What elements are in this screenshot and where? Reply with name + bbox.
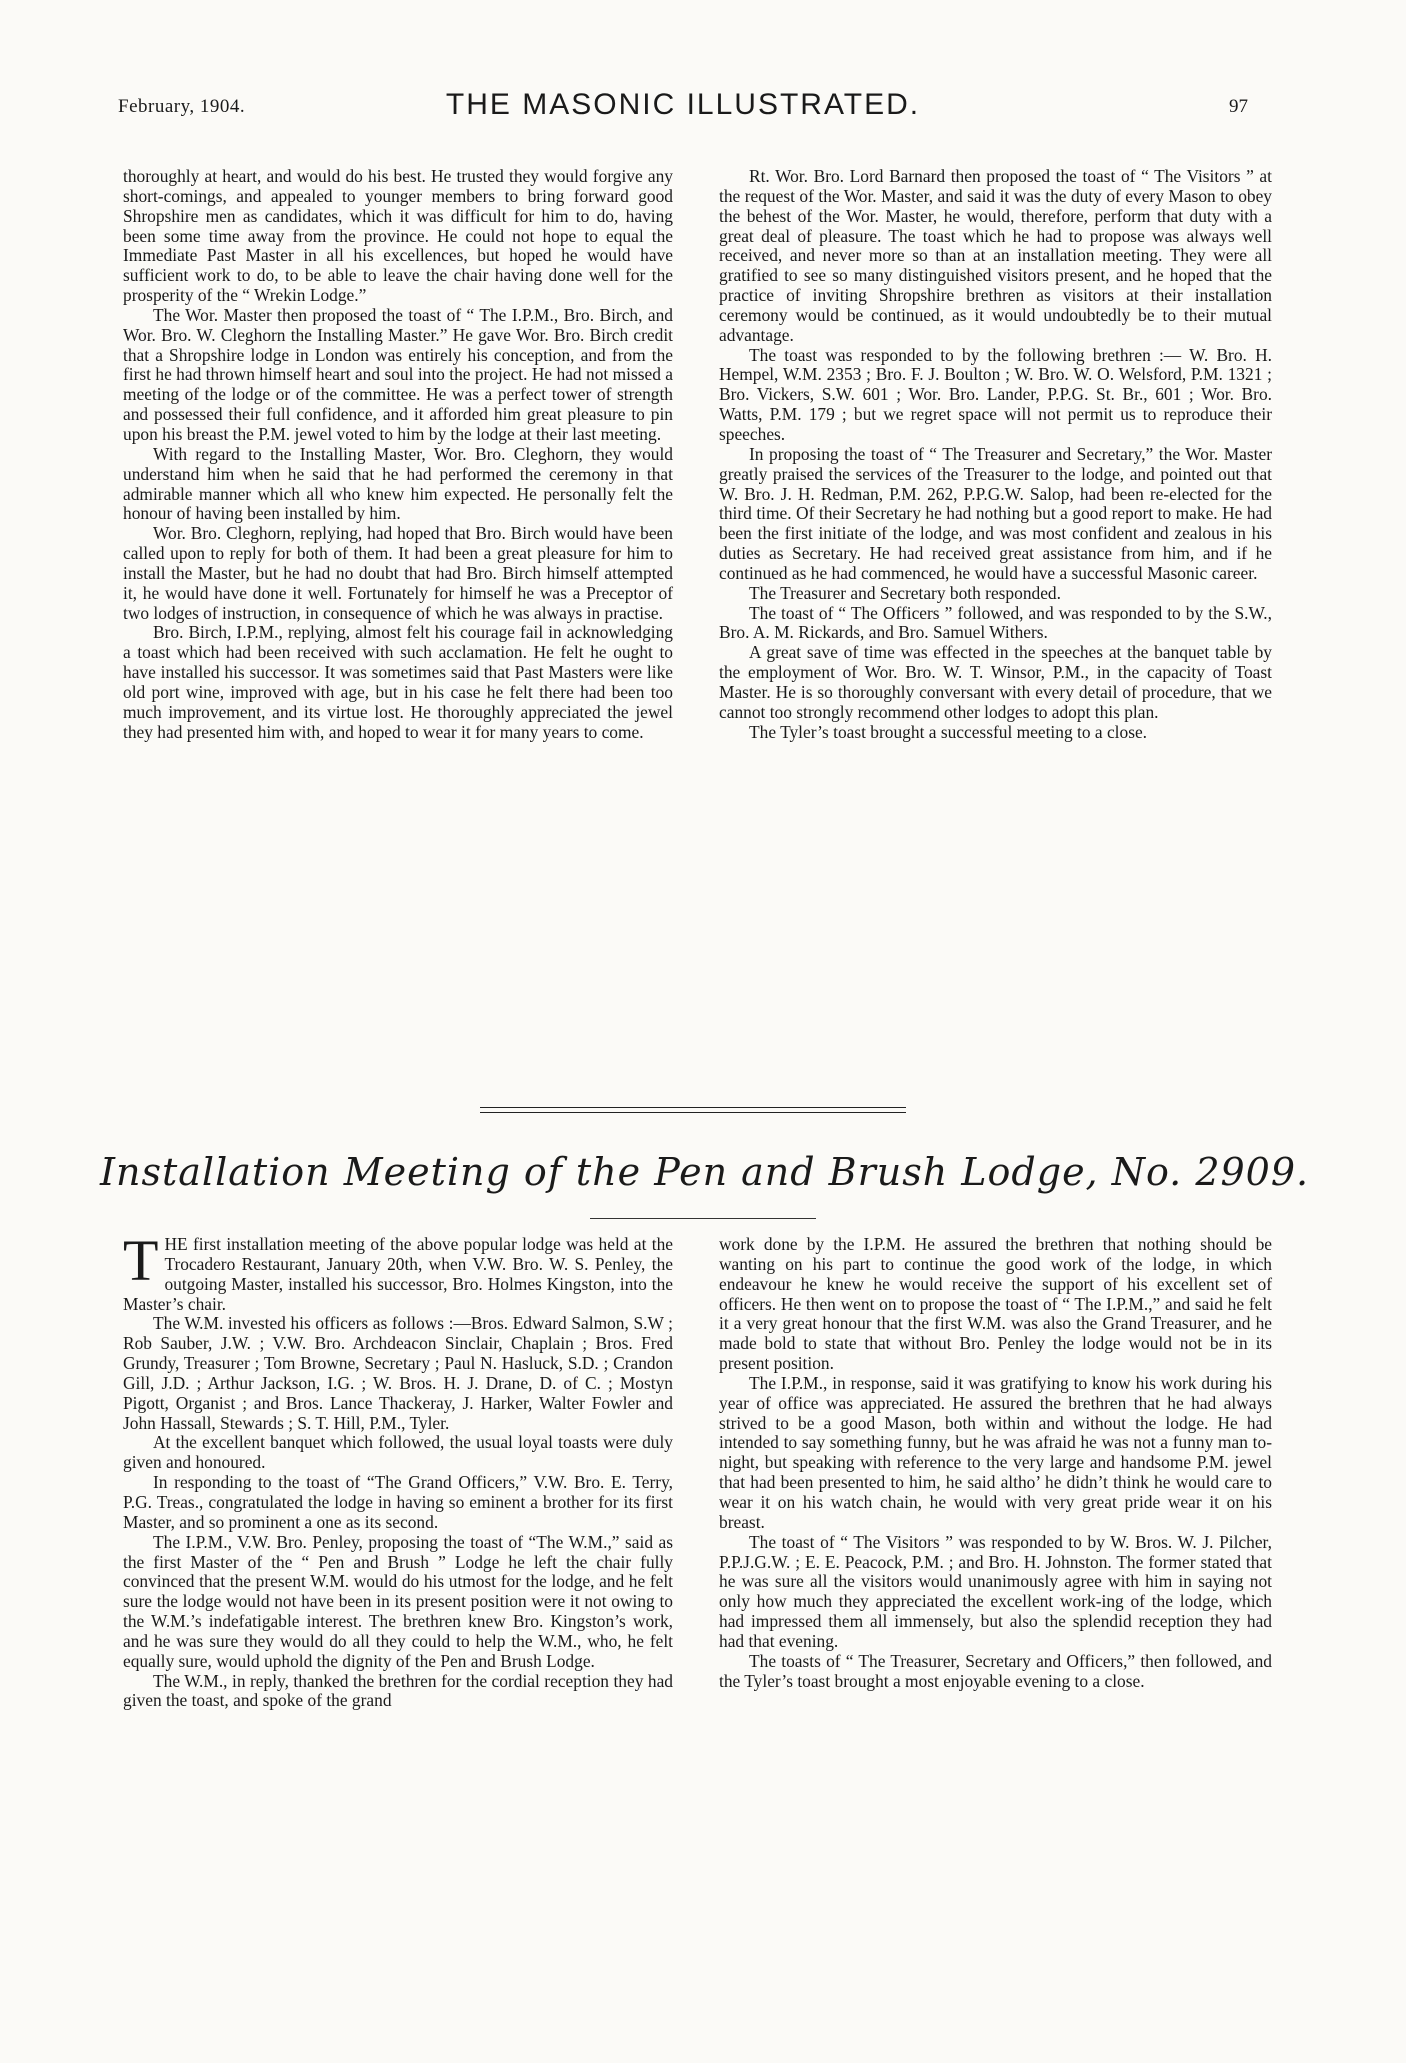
paragraph: thoroughly at heart, and would do his best. He trusted they would forgive any short-comings, and appealed to younger members to bring forward good Shropshire men as candidates, which it was difficult for him to do, having been some time away from the province. He could not hope to equal the Immediate Past Master in all his excellences, but hoped he would have sufficient work to do, to be able to leave the chair having done well for the prosperity of the “ Wrekin Lodge.” [123, 166, 673, 306]
article-heading: Installation Meeting of the Pen and Brush Lodge, No. 2909. [100, 1150, 1310, 1194]
column-top-right [719, 167, 1272, 742]
paragraph: The toasts of “ The Treasurer, Secretary and Officers,” then followed, and the Tyler’s toast brought a most enjoyable evening to a close. [719, 1650, 1272, 1691]
lead-paragraph-text: HE first installation meeting of the above popular lodge was held at the Trocadero Restaurant, January 20th, when V.W. Bro. W. S. Penley, the outgoing Master, installed his successor, Bro. Holmes Kingston, into the Master’s chair. [123, 1234, 673, 1314]
paragraph: Wor. Bro. Cleghorn, replying, had hoped that Bro. Birch would have been called upon to reply for both of them. It had been a great pleasure for him to install the Master, but he had no doubt that had Bro. Birch himself attempted it, he would have done it well. Fortunately for himself he was a Preceptor of two lodges of instruction, in consequence of which he was always in practise. [123, 523, 673, 623]
paragraph: The toast of “ The Officers ” followed, and was responded to by the S.W., Bro. A. M. Rickards, and Bro. Samuel Withers. [719, 602, 1272, 643]
paragraph: The Tyler’s toast brought a successful meeting to a close. [749, 721, 1148, 742]
paragraph: In responding to the toast of “The Grand Officers,” V.W. Bro. E. Terry, P.G. Treas., congratulated the lodge in having so eminent a brother for its first Master, and so prominent a one as its second. [123, 1472, 673, 1532]
paragraph: With regard to the Installing Master, Wor. Bro. Cleghorn, they would understand him when he said that he had performed the ceremony in that admirable manner which all who knew him expected. He personally felt the honour of having been installed by him. [123, 443, 673, 524]
paragraph: The toast was responded to by the following brethren :— W. Bro. H. Hempel, W.M. 2353 ; Bro. F. J. Boulton ; W. Bro. W. O. Welsford, P.M. 1321 ; Bro. Vickers, S.W. 601 ; Wor. Bro. Lander, P.P.G. St. Br., 601 ; Wor. Bro. Watts, P.M. 179 ; but we regret space will not permit us to reproduce their speeches. [719, 344, 1272, 444]
paragraph: The Treasurer and Secretary both responded. [749, 582, 1061, 603]
publication-title: THE MASONIC ILLUSTRATED. [445, 88, 921, 121]
paragraph: Bro. Birch, I.P.M., replying, almost felt his courage fail in acknowledging a toast which had been received with such acclamation. He felt he ought to have installed his successor. It was sometimes said that Past Masters were like old port wine, improved with age, but in his case he felt there had been too much improvement, and its virtue lost. He thoroughly appreciated the jewel they had presented him with, and hoped to wear it for many years to come. [123, 622, 673, 742]
paragraph: The I.P.M., V.W. Bro. Penley, proposing the toast of “The W.M.,” said as the first Master of the “ Pen and Brush ” Lodge he left the chair fully convinced that the present W.M. would do his utmost for the lodge, and he felt sure the lodge would not have been in its present position were it not owing to the W.M.’s indefatigable interest. The brethren knew Bro. Kingston’s work, and he was sure they would do all they could to help the W.M., who, he felt equally sure, would uphold the dignity of the Pen and Brush Lodge. [123, 1531, 673, 1671]
page-number: 97 [1229, 96, 1248, 117]
issue-date: February, 1904. [118, 96, 246, 117]
paragraph: The W.M. invested his officers as follows :—Bros. Edward Salmon, S.W ; Rob Sauber, J.W. ; V.W. Bro. Archdeacon Sinclair, Chaplain ; Bros. Fred Grundy, Treasurer ; Tom Browne, Secretary ; Paul N. Hasluck, S.D. ; Crandon Gill, J.D. ; Arthur Jackson, I.G. ; W. Bros. H. J. Drane, D. of C. ; Mostyn Pigott, Organist ; and Bros. Lance Thackeray, J. Harker, Walter Fowler and John Hassall, Stewards ; S. T. Hill, P.M., Tyler. [123, 1313, 673, 1433]
paragraph: The W.M., in reply, thanked the brethren for the cordial reception they had given the toast, and spoke of the grand [123, 1670, 673, 1711]
article-column-left [123, 1228, 673, 1711]
section-divider [480, 1107, 906, 1113]
heading-underline [590, 1218, 816, 1219]
paragraph: A great save of time was effected in the speeches at the banquet table by the employment of Wor. Bro. W. T. Winsor, P.M., in the capacity of Toast Master. He is so thoroughly conversant with every detail of procedure, that we cannot too strongly recommend other lodges to adopt this plan. [719, 642, 1272, 722]
paragraph: The toast of “ The Visitors ” was responded to by W. Bros. W. J. Pilcher, P.P.J.G.W. ; E. E. Peacock, P.M. ; and Bro. H. Johnston. The former stated that he was sure all the visitors would unanimously agree with him in saying not only how much they appreciated the excellent work-ing of the lodge, which had impressed them all immensely, but also the splendid reception they had had that evening. [719, 1531, 1272, 1651]
paragraph: The Wor. Master then proposed the toast of “ The I.P.M., Bro. Birch, and Wor. Bro. W. Cleghorn the Installing Master.” He gave Wor. Bro. Birch credit that a Shropshire lodge in London was entirely his conception, and from the first he had thrown himself heart and soul into the project. He had not missed a meeting of the lodge or of the committee. He was a perfect tower of strength and possessed their full confidence, and it afforded him great pleasure to pin upon his breast the P.M. jewel voted to him by the lodge at their last meeting. [123, 304, 673, 444]
column-top-left [123, 167, 673, 742]
article-column-right [719, 1235, 1272, 1691]
paragraph: Rt. Wor. Bro. Lord Barnard then proposed the toast of “ The Visitors ” at the request of the Wor. Master, and said it was the duty of every Mason to obey the behest of the Wor. Master, he would, therefore, perform that duty with a great deal of pleasure. The toast which he had to propose was always well received, and never more so than at an installation meeting. They were all gratified to see so many distinguished visitors present, and he hoped that the practice of inviting Shropshire brethren as visitors at their installation ceremony would be continued, as it would undoubtedly be to their mutual advantage. [719, 166, 1272, 345]
paragraph: At the excellent banquet which followed, the usual loyal toasts were duly given and honoured. [123, 1432, 673, 1473]
paragraph: The I.P.M., in response, said it was gratifying to know his work during his year of office was appreciated. He assured the brethren that he had always strived to be a good Mason, both within and without the lodge. He had intended to say something funny, but he was afraid he was not a funny man to-night, but speaking with reference to the very large and handsome P.M. jewel that had been presented to him, he said altho’ he didn’t think he would care to wear it on his watch chain, he would with very great pride wear it on his breast. [719, 1372, 1272, 1532]
paragraph: In proposing the toast of “ The Treasurer and Secretary,” the Wor. Master greatly praised the services of the Treasurer to the lodge, and pointed out that W. Bro. J. H. Redman, P.M. 262, P.P.G.W. Salop, had been re-elected for the third time. Of their Secretary he had nothing but a good report to make. He had been the first initiate of the lodge, and was most confident and zealous in his duties as Secretary. He had received great assistance from him, and if he continued as he had commenced, he would have a successful Masonic career. [719, 443, 1272, 583]
drop-cap: T [123, 1228, 159, 1293]
lead-paragraph [123, 1228, 673, 1314]
page-header [118, 88, 1248, 128]
paragraph: work done by the I.P.M. He assured the brethren that nothing should be wanting on his part to continue the good work of the lodge, in which endeavour he knew he would receive the support of his excellent set of officers. He then went on to propose the toast of “ The I.P.M.,” and said he felt it a very great honour that the first W.M. was also the Grand Treasurer, and he made bold to state that without Bro. Penley the lodge would not be in its present position. [719, 1234, 1272, 1374]
